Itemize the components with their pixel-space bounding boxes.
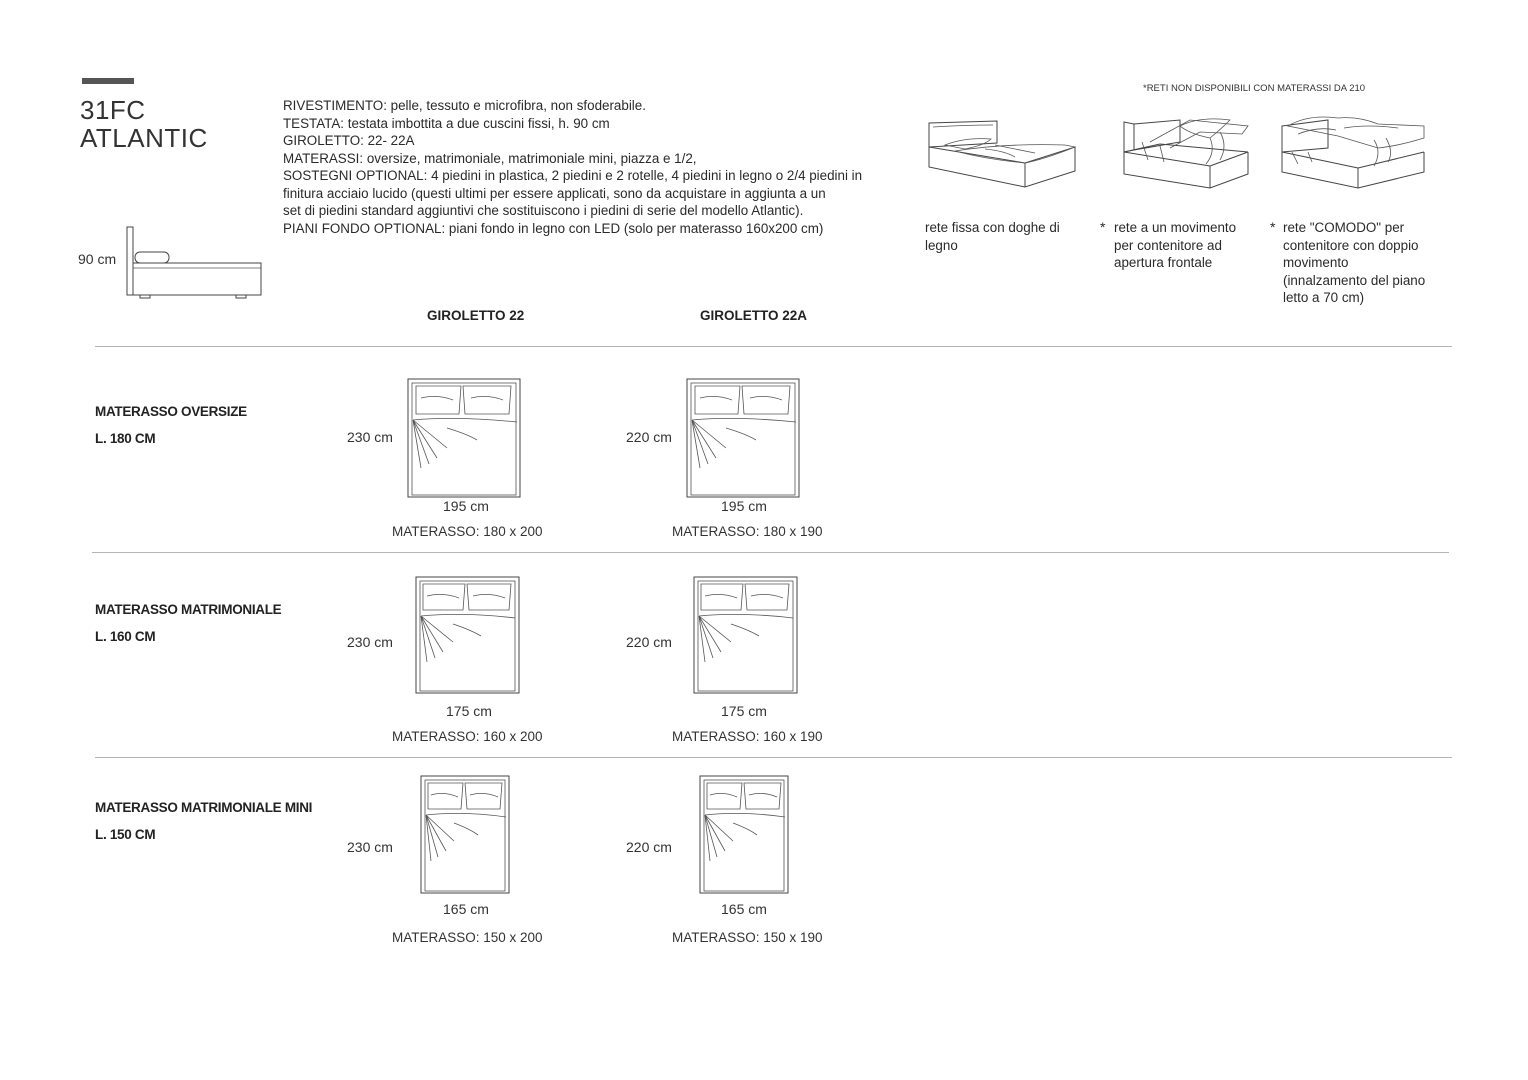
- length-dim: 230 cm: [347, 429, 393, 445]
- row-divider: [95, 346, 1452, 347]
- spec-line: finitura acciaio lucido (questi ultimi per essere applicati, sono da acquistare in aggiunta a un: [283, 185, 826, 201]
- length-dim: 230 cm: [347, 634, 393, 650]
- spec-line: TESTATA: testata imbottita a due cuscini fissi, h. 90 cm: [283, 115, 610, 131]
- spec-line: set di piedini standard aggiuntivi che sostituiscono i piedini di serie del modello Atlantic).: [283, 203, 804, 218]
- width-dim: 175 cm: [721, 703, 767, 719]
- spec-line: GIROLETTO: 22- 22A: [283, 133, 415, 148]
- row-title-oversize: MATERASSO OVERSIZE: [95, 404, 247, 419]
- spec-line: PIANI FONDO OPTIONAL: piani fondo in legno con LED (solo per materasso 160x200 cm): [283, 220, 824, 236]
- profile-height-label: 90 cm: [78, 251, 117, 267]
- length-dim: 220 cm: [626, 839, 672, 855]
- width-dim: 195 cm: [721, 498, 767, 514]
- bed-fixed-base-icon: [925, 115, 1080, 190]
- specifications: [283, 97, 903, 237]
- row-title-matrimoniale: MATERASSO MATRIMONIALE: [95, 602, 282, 617]
- spec-line: SOSTEGNI OPTIONAL: 4 piedini in plastica, 2 piedini e 2 rotelle, 4 piedini in legno o 2/4 piedini in: [283, 168, 863, 183]
- length-dim: 220 cm: [626, 634, 672, 650]
- model-code: 31FC: [80, 95, 146, 125]
- bed-side-profile-icon: [120, 222, 270, 302]
- row-divider: [95, 757, 1452, 758]
- row-width-oversize: L. 180 CM: [95, 431, 156, 446]
- base-marker-3: *: [1270, 219, 1276, 235]
- row-width-matrimoniale-mini: L. 150 CM: [95, 827, 156, 842]
- width-dim: 175 cm: [446, 703, 492, 719]
- row-title-matrimoniale-mini: MATERASSO MATRIMONIALE MINI: [95, 800, 313, 815]
- bed-plan-icon: [699, 775, 789, 894]
- row-divider: [92, 552, 1449, 553]
- mattress-size: MATERASSO: 150 x 200: [392, 930, 543, 945]
- mattress-size: MATERASSO: 180 x 190: [672, 524, 823, 539]
- mattress-size: MATERASSO: 150 x 190: [672, 930, 823, 945]
- column-header-giroletto-22: GIROLETTO 22: [427, 308, 525, 323]
- model-name: ATLANTIC: [80, 123, 208, 153]
- column-header-giroletto-22a: GIROLETTO 22A: [700, 308, 808, 323]
- bed-comodo-double-lift-icon: [1278, 112, 1428, 192]
- bases-note: *RETI NON DISPONIBILI CON MATERASSI DA 210: [1143, 83, 1366, 94]
- spec-line: MATERASSI: oversize, matrimoniale, matrimoniale mini, piazza e 1/2,: [283, 150, 697, 166]
- base-caption-2: rete a un movimento per contenitore ad apertura frontale: [1114, 220, 1237, 270]
- bed-plan-icon: [407, 378, 521, 498]
- base-caption-3: rete "COMODO" per contenitore con doppio movimento (innalzamento del piano letto a 70 cm): [1283, 220, 1426, 305]
- bed-storage-front-lift-icon: [1120, 112, 1255, 192]
- spec-line: RIVESTIMENTO: pelle, tessuto e microfibra, non sfoderabile.: [283, 98, 646, 113]
- width-dim: 195 cm: [443, 498, 489, 514]
- accent-bar: [82, 78, 134, 84]
- mattress-size: MATERASSO: 160 x 190: [672, 729, 823, 744]
- bed-plan-icon: [693, 576, 798, 694]
- width-dim: 165 cm: [443, 901, 489, 917]
- mattress-size: MATERASSO: 180 x 200: [392, 524, 543, 539]
- bed-plan-icon: [686, 378, 800, 498]
- bed-plan-icon: [415, 576, 520, 694]
- length-dim: 220 cm: [626, 429, 672, 445]
- mattress-size: MATERASSO: 160 x 200: [392, 729, 543, 744]
- base-marker-2: *: [1100, 219, 1106, 235]
- bed-plan-icon: [420, 775, 510, 894]
- base-caption-1: rete fissa con doghe di legno: [925, 220, 1060, 253]
- length-dim: 230 cm: [347, 839, 393, 855]
- row-width-matrimoniale: L. 160 CM: [95, 629, 156, 644]
- width-dim: 165 cm: [721, 901, 767, 917]
